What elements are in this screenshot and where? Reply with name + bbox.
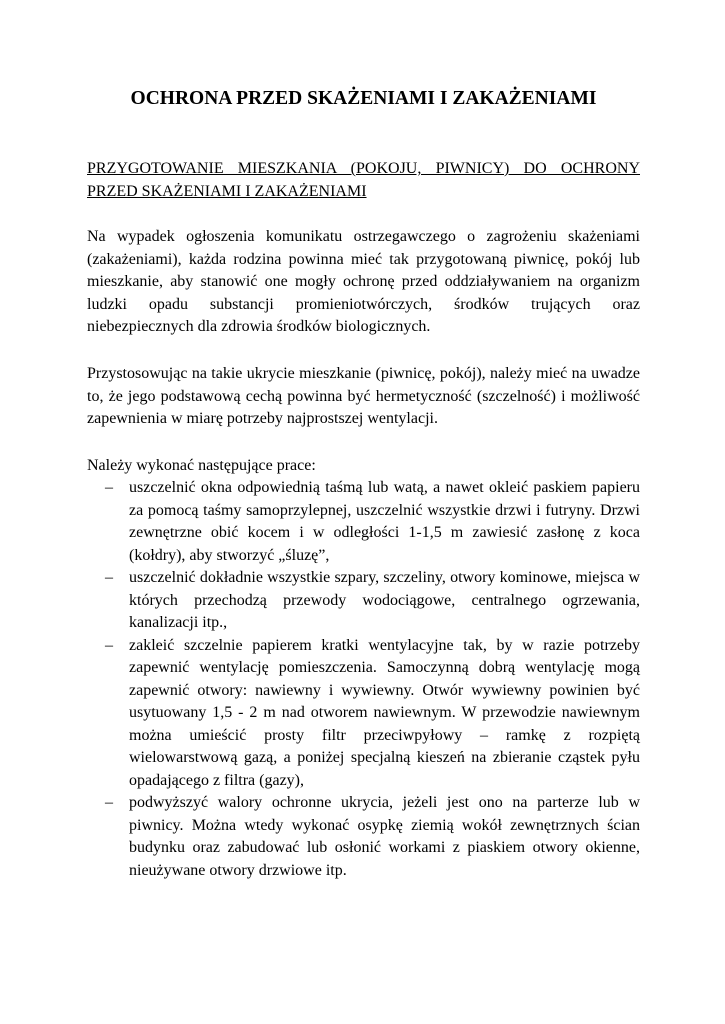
list-item: [87, 477, 640, 567]
list-item-text: zakleić szczelnie papierem kratki wentylacyjne tak, by w razie potrzeby zapewnić wentylację pomieszczenia. Samoczynną dobrą wentylację mogą zapewnić otwory: nawiewny i wywiewny. Otwór wywiewny powinien być usytuowany 1,5 - 2 m nad otworem nawiewnym. W przewodzie nawiewnym można umieścić prosty filtr przeciwpyłowy – ramkę z rozpiętą wielowarstwową gazą, a poniżej specjalną kieszeń na zbieranie cząstek pyłu opadającego z filtra (gazy),: [129, 636, 640, 789]
list-item-text: uszczelnić okna odpowiednią taśmą lub watą, a nawet okleić paskiem papieru za pomocą taśmy samoprzylepnej, uszczelnić wszystkie drzwi i futryny. Drzwi zewnętrzne obić kocem i w odległości 1-1,5 m zawiesić zasłonę z koca (kołdry), aby stworzyć „śluzę”,: [129, 479, 640, 564]
list-item: [87, 635, 640, 793]
paragraph-hermeticity: Przystosowując na takie ukrycie mieszkanie (piwnicę, pokój), należy mieć na uwadze to, że jego podstawową cechą powinna być hermetyczność (szczelność) i możliwość zapewnienia w miarę potrzeby najprostszej wentylacji.: [87, 365, 640, 427]
list-intro: Należy wykonać następujące prace:: [87, 457, 316, 474]
dash-bullet: –: [105, 636, 113, 654]
document-title: OCHRONA PRZED SKAŻENIAMI I ZAKAŻENIAMI: [130, 88, 597, 109]
list-item: [87, 567, 640, 635]
dash-bullet: –: [105, 794, 113, 811]
list-item-text: uszczelnić dokładnie wszystkie szpary, szczeliny, otwory kominowe, miejsca w których przechodzą przewody wodociągowe, centralnego ogrzewania, kanalizacji itp.,: [129, 569, 640, 631]
paragraph-intro: Na wypadek ogłoszenia komunikatu ostrzegawczego o zagrożeniu skażeniami (zakażeniami), każda rodzina powinna mieć tak przygotowaną piwnicę, pokój lub mieszkanie, aby stanowić one mogły ochronę przed oddziaływaniem na organizm ludzki opadu substancji promieniotwórczych, środków trujących oraz niebezpiecznych dla zdrowia środków biologicznych.: [87, 228, 640, 335]
section-heading-line-2: PRZED SKAŻENIAMI I ZAKAŻENIAMI: [87, 183, 367, 200]
dash-bullet: –: [105, 569, 113, 586]
section-heading-line-1: PRZYGOTOWANIE MIESZKANIA (POKOJU, PIWNICY) DO OCHRONY: [87, 160, 640, 177]
task-list: [87, 477, 640, 882]
list-item: [87, 792, 640, 882]
dash-bullet: –: [105, 479, 113, 496]
section-heading: [87, 157, 640, 203]
list-item-text: podwyższyć walory ochronne ukrycia, jeżeli jest ono na parterze lub w piwnicy. Można wtedy wykonać osypkę ziemią wokół zewnętrznych ścian budynku oraz zabudować lub osłonić workami z piaskiem otwory okienne, nieużywane otwory drzwiowe itp.: [129, 794, 640, 879]
